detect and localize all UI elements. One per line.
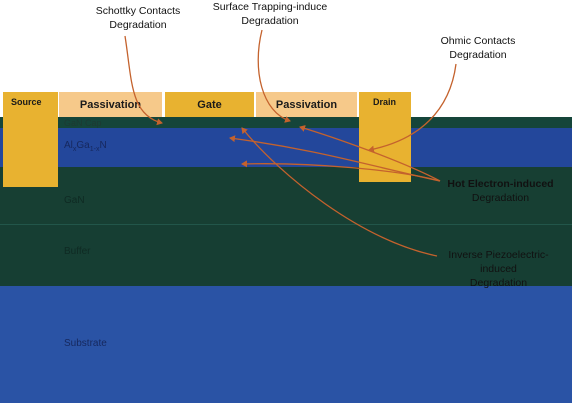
piezo-line3: Degradation bbox=[469, 277, 528, 289]
hot-line1: Hot Electron-induced bbox=[447, 178, 554, 190]
schottky-arrow bbox=[125, 36, 162, 123]
algan-x: x bbox=[72, 146, 77, 153]
hot-electron-arrow-3 bbox=[242, 164, 440, 181]
drain-label: Drain bbox=[373, 97, 397, 107]
passivation-right-label: Passivation bbox=[275, 98, 338, 111]
schottky-line1: Schottky Contacts bbox=[95, 5, 181, 17]
gan-cap-label: GaN Cap bbox=[64, 118, 102, 128]
buffer-label: Buffer bbox=[64, 246, 91, 257]
piezo-line2: induced bbox=[480, 263, 517, 275]
gan-label: GaN bbox=[64, 195, 85, 206]
algan-n: N bbox=[99, 140, 107, 151]
surface-arrow bbox=[258, 30, 290, 121]
piezo-arrow bbox=[242, 128, 437, 256]
source-label: Source bbox=[11, 97, 42, 107]
ohmic-line2: Degradation bbox=[449, 49, 507, 61]
ohmic-arrow bbox=[369, 64, 456, 150]
algan-al: Al bbox=[64, 140, 73, 151]
surface-line1: Surface Trapping-induce bbox=[212, 1, 328, 13]
ohmic-line1: Ohmic Contacts bbox=[440, 35, 516, 47]
algan-ga: Ga bbox=[76, 140, 90, 151]
piezo-line1: Inverse Piezoelectric- bbox=[448, 249, 549, 261]
algan-1-x: 1-x bbox=[89, 146, 100, 153]
hot-line2: Degradation bbox=[471, 192, 530, 204]
schottky-line2: Degradation bbox=[109, 19, 167, 31]
substrate-label: Substrate bbox=[64, 338, 107, 349]
surface-line2: Degradation bbox=[241, 15, 299, 27]
passivation-left-label: Passivation bbox=[79, 98, 142, 111]
gate-label: Gate bbox=[197, 98, 222, 111]
